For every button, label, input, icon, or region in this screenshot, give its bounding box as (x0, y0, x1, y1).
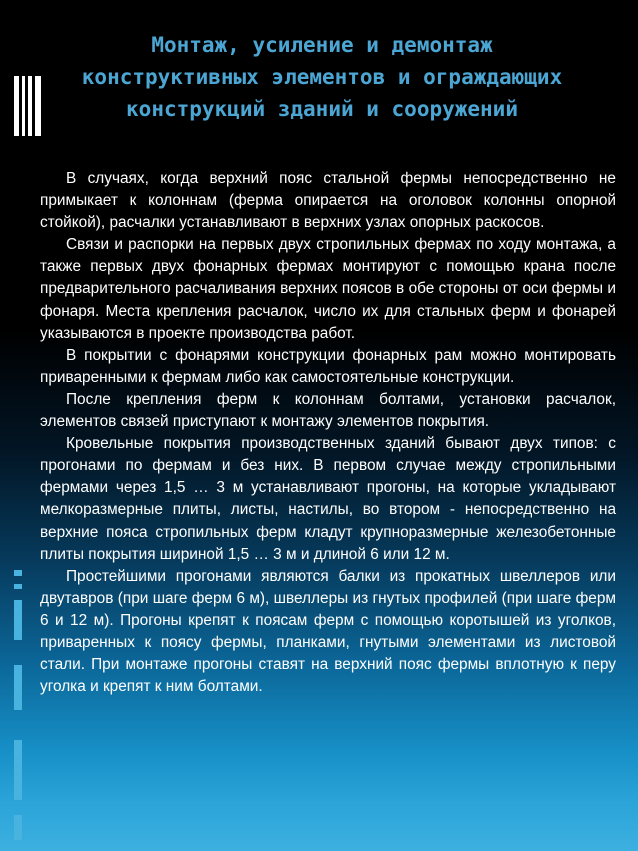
paragraph: Связи и распорки на первых двух стропильных фермах по ходу монтажа, а также первых двух фонарных фермах монтируют с помощью крана после предварительного расчаливания верхних поясов в обе стороны от оси фермы и фонаря. Места крепления расчалок, число их для стальных ферм и фонарей указываются в проекте производства работ. (40, 236, 616, 342)
decorative-bar (14, 600, 22, 640)
decorative-bar (14, 815, 22, 840)
paragraph: В случаях, когда верхний пояс стальной фермы непосредственно не примыкает к колоннам (ферма опирается на оголовок колонны опорной стойкой), расчалки устанавливают в верхних узлах опорных раскосов. (40, 170, 616, 232)
decorative-bar (14, 584, 22, 589)
slide-title (36, 29, 608, 125)
paragraph: Простейшими прогонами являются балки из прокатных швеллеров или двутавров (при шаге ферм 6 м), швеллеры из гнутых профилей (при шаге ферм 6 и 12 м). Прогоны крепят к поясам ферм с помощью коротышей из уголков, приваренных к поясу фермы, планками, гнутыми элементами из листовой стали. При монтаже прогоны ставят на верхний пояс фермы вплотную к перу уголка и крепят к ним болтами. (40, 567, 616, 696)
paragraph: После крепления ферм к колоннам болтами, установки расчалок, элементов связей приступают к монтажу элементов покрытия. (40, 390, 616, 431)
decorative-bar (14, 76, 19, 136)
title-line-3: конструкций зданий и сооружений (126, 97, 518, 121)
decorative-bar (28, 76, 32, 136)
decorative-bar (14, 570, 22, 576)
decorative-bar (14, 665, 22, 710)
decorative-bars-bottom (14, 570, 24, 840)
decorative-bar (22, 76, 25, 136)
paragraph: В покрытии с фонарями конструкции фонарных рам можно монтировать приваренными к фермам либо как самостоятельные конструкции. (40, 346, 616, 386)
title-line-1: Монтаж, усиление и демонтаж (151, 33, 493, 57)
body-text (40, 168, 616, 698)
title-line-2: конструктивных элементов и ограждающих (81, 65, 563, 89)
decorative-bar (14, 740, 22, 800)
paragraph: Кровельные покрытия производственных зданий бывают двух типов: с прогонами по фермам и без них. В первом случае между стропильными фермами через 1,5 … 3 м устанавливают прогоны, на которые укладывают мелкоразмерные плиты, листы, настилы, во втором - непосредственно на верхние пояса стропильных ферм кладут крупноразмерные железобетонные плиты покрытия шириной 1,5 … 3 м и длиной 6 или 12 м. (40, 435, 616, 563)
